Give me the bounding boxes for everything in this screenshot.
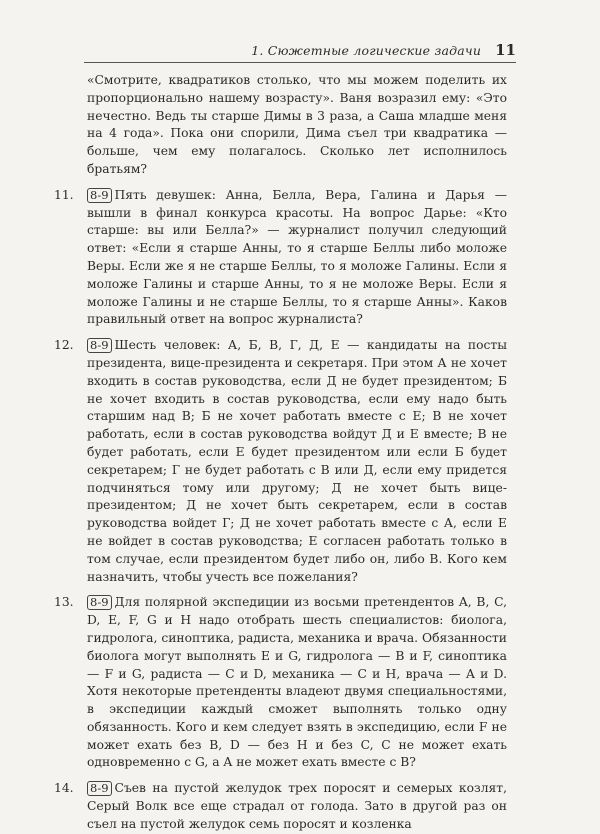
intro-paragraph: «Смотрите, квадратиков столько, что мы можем поделить их пропорционально нашему возрасту». Ваня возразил ему: «Это нечестно. Ведь ты старше Димы в 3 раза, а Саша младше меня на 4 года». Пока они спорили, Дима съел три квадратика — больше, чем ему полагалось. Сколько лет исполнилось братьям? bbox=[87, 73, 507, 176]
problem-number: 13. bbox=[54, 595, 74, 610]
problem-number: 14. bbox=[54, 781, 74, 796]
problem-text: Съев на пустой желудок трех поросят и семерых козлят, Серый Волк все еще страдал от голода. Зато в другой раз он съел на пустой желудок семь поросят и козленка bbox=[87, 781, 507, 831]
chapter-title: 1. Сюжетные логические задачи bbox=[251, 43, 482, 58]
grade-badge: 8-9 bbox=[87, 188, 112, 203]
running-header bbox=[84, 34, 516, 63]
problem-text: Шесть человек: А, Б, В, Г, Д, Е — кандидаты на посты президента, вице-президента и секретаря. При этом А не хочет входить в состав руководства, если Д не будет президентом; Б не хочет входить в состав руководства, если ему надо быть старшим над В; Б не хочет работать вместе с Е; В не хочет работать, если в состав руководства войдут Д и Е вместе; В не будет работать, если Е будет президентом или если Б будет секретарем; Г не будет работать с В или Д, если ему придется подчиняться тому или другому; Д не хочет быть вице-президентом; Д не хочет быть секретарем, если в состав руководства войдет Г; Д не хочет работать вместе с А, если Е не войдет в состав руководства; Е согласен работать только в том случае, если президентом будет либо он, либо В. Кого кем назначить, чтобы учесть все пожелания? bbox=[87, 338, 507, 584]
page-body bbox=[54, 72, 507, 834]
problem-number: 11. bbox=[54, 187, 74, 202]
problem-13 bbox=[54, 594, 507, 772]
problem-text: Пять девушек: Анна, Белла, Вера, Галина и Дарья — вышли в финал конкурса красоты. На вопрос Дарье: «Кто старше: вы или Белла?» — журналист получил следующий ответ: «Если я старше Анны, то я старше Беллы либо моложе Веры. Если же я не старше Беллы, то я моложе Галины. Если я моложе Галины и старше Анны, то я не моложе Веры. Если я моложе Галины и не старше Беллы, то я старше Анны». Каков правильный ответ на вопрос журналиста? bbox=[87, 187, 507, 327]
problem-number: 12. bbox=[54, 338, 74, 353]
page-number: 11 bbox=[495, 41, 516, 59]
grade-badge: 8-9 bbox=[87, 338, 112, 353]
problem-11 bbox=[54, 187, 507, 329]
grade-badge: 8-9 bbox=[87, 595, 112, 610]
problem-text: Для полярной экспедиции из восьми претендентов A, B, C, D, E, F, G и H надо отобрать шесть специалистов: биолога, гидролога, синоптика, радиста, механика и врача. Обязанности биолога могут выполнять E и G, гидролога — B и F, синоптика — F и G, радиста — C и D, механика — C и H, врача — A и D. Хотя некоторые претенденты владеют двумя специальностями, в экспедиции каждый сможет выполнять только одну обязанность. Кого и кем следует взять в экспедицию, если F не может ехать без B, D — без H и без C, C не может ехать одновременно с G, а A не может ехать вместе с B? bbox=[87, 595, 507, 770]
grade-badge: 8-9 bbox=[87, 781, 112, 796]
problem-12 bbox=[54, 337, 507, 586]
problem-14 bbox=[54, 780, 507, 833]
